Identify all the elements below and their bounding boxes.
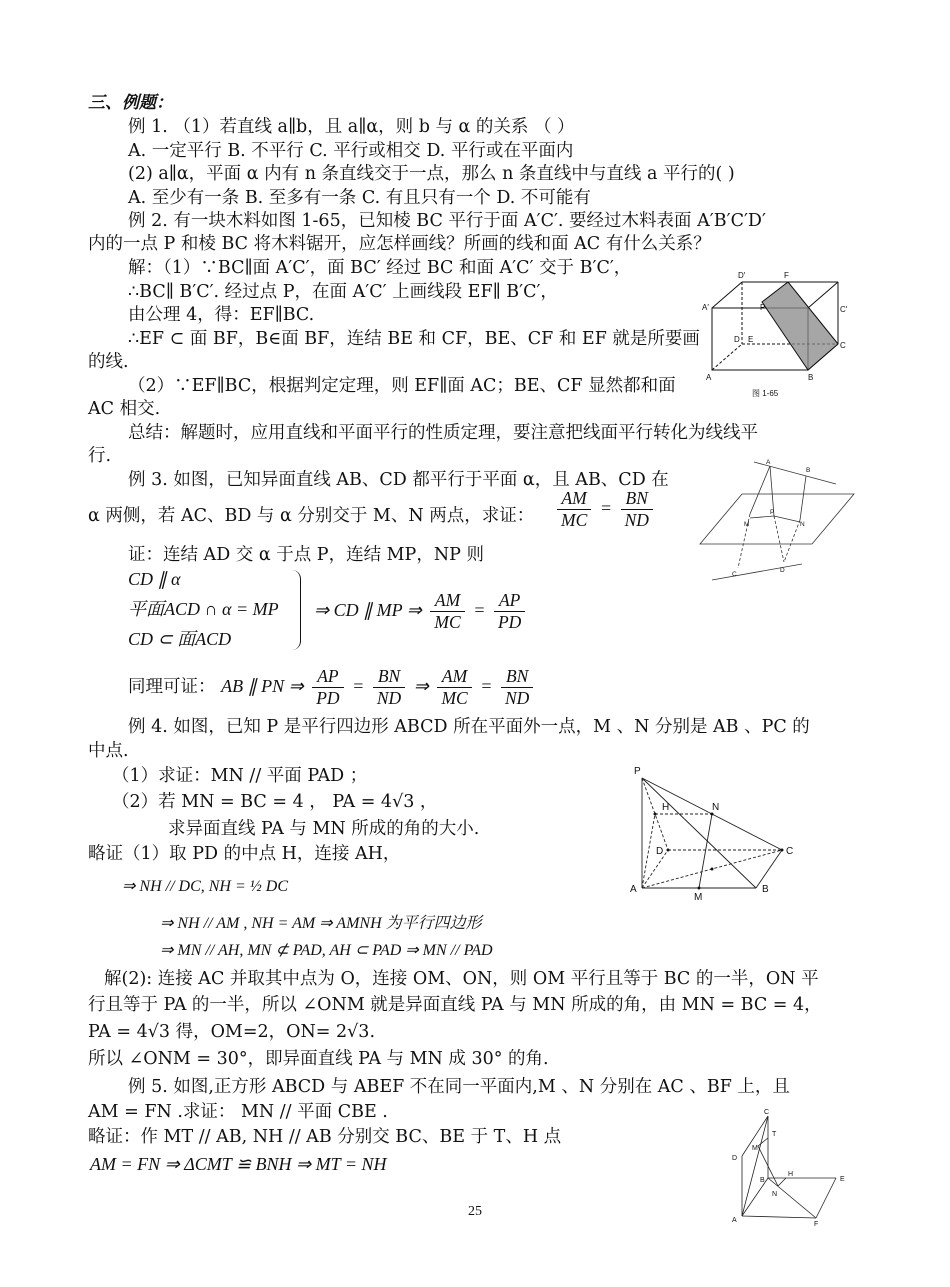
fig4-label-c: C — [786, 846, 794, 857]
ex1-options-1: A. 一定平行 B. 不平行 C. 平行或相交 D. 平行或在平面内 — [128, 141, 574, 161]
fig5-label-c: C — [764, 1109, 770, 1116]
ex2-question-cont: 内的一点 P 和棱 BC 将木料锯开，应怎样画线？所画的线和面 AC 有什么关系？ — [88, 234, 711, 254]
fig1-caption: 图 1-65 — [752, 389, 779, 398]
section-heading: 三、例题： — [88, 93, 173, 113]
frac-nd: ND — [624, 510, 649, 530]
fig1-label-c-prime: C′ — [840, 305, 848, 314]
fig1-label-a: A — [706, 373, 712, 382]
fig3-label-n: N — [800, 521, 805, 528]
fig4-label-d: D — [656, 846, 664, 857]
fig5-label-d: D — [732, 1155, 738, 1162]
ex3-question-2: α 两侧，若 AC、BD 与 α 分别交于 M、N 两点，求证： — [88, 506, 535, 526]
ex4-part-1: （1）求证：MN // 平面 PAD ； — [112, 766, 368, 786]
fig1-label-f: F — [784, 271, 789, 280]
ex4-solution-2-d: 所以 ∠ONM = 30°，即异面直线 PA 与 MN 成 30° 的角. — [88, 1049, 549, 1069]
ex4-proof-1: 略证（1）取 PD 的中点 H，连接 AH， — [88, 844, 401, 864]
fig5-label-m: M — [752, 1145, 758, 1152]
fig4-label-a: A — [630, 884, 637, 895]
page-number: 25 — [468, 1204, 482, 1219]
ex4-question: 例 4. 如图，已知 P 是平行四边形 ABCD 所在平面外一点，M 、N 分别是 AB 、PC 的 — [128, 717, 810, 737]
ex4-part-2: （2）若 MN = BC = 4 ， PA = 4√3 ， — [112, 792, 438, 812]
ex2-solution-4-cont: 的线. — [88, 352, 129, 372]
ex1-options-2: A. 至少有一条 B. 至多有一条 C. 有且只有一个 D. 不可能有 — [128, 188, 591, 208]
fig5-label-a: A — [732, 1217, 737, 1224]
fig1-label-d-prime: D′ — [738, 271, 746, 280]
ex3-condition-3: CD ⊂ 面ACD — [128, 629, 232, 649]
ex4-solution-2-c: PA = 4√3 得，OM=2，ON= 2√3. — [88, 1022, 376, 1042]
fig4-label-m: M — [694, 892, 703, 900]
ex3-brace — [292, 570, 301, 650]
frac-bn: BN — [621, 488, 653, 510]
fig1-label-e: E — [748, 335, 754, 344]
ex4-part-2-cont: 求异面直线 PA 与 MN 所成的角的大小. — [168, 819, 480, 839]
fig4-label-n: N — [712, 802, 720, 813]
ex5-question: 例 5. 如图,正方形 ABCD 与 ABEF 不在同一平面内,M 、N 分别在 AC 、BF 上，且 — [128, 1077, 790, 1097]
ex4-step-2: ⇒ NH // AM , NH = AM ⇒ AMNH 为平行四边形 — [160, 915, 482, 932]
fig3-label-c: C — [732, 571, 737, 578]
ex3-proportion-target: $\frac{AM}{MC}$ = $\frac{BN}{ND}$ — [554, 488, 656, 531]
fig5-label-b: B — [760, 1177, 765, 1184]
ex3-condition-1: CD ∥ α — [128, 569, 181, 589]
fig4-label-b: B — [762, 884, 769, 895]
figure-pyramid-pabcd — [626, 762, 796, 900]
fig4-label-h: H — [662, 802, 670, 813]
ex3-condition-2: 平面ACD ∩ α = MP — [128, 599, 279, 619]
fig3-label-d: D — [780, 567, 785, 574]
ex5-proof-2: AM = FN ⇒ ΔCMT ≌ BNH ⇒ MT = NH — [90, 1154, 387, 1174]
fig5-label-f: F — [814, 1221, 819, 1228]
fig3-label-m: M — [744, 521, 750, 528]
ex2-solution-5-cont: AC 相交. — [88, 399, 161, 419]
frac-mc: MC — [561, 510, 588, 530]
fig1-label-b: B — [808, 373, 814, 382]
ex3-proof-intro: 证：连结 AD 交 α 于点 P，连结 MP，NP 则 — [128, 545, 484, 565]
ex3-same-proof: 同理可证： AB ∥ PN ⇒ $\frac{AP}{PD}$ = $\frac{BN}{ND}$ ⇒ $\frac{AM}{MC}$ = $\frac{BN}{ND}$ — [128, 666, 536, 709]
ex3-question-1: 例 3. 如图，已知异面直线 AB、CD 都平行于平面 α，且 AB、CD 在 — [128, 470, 669, 490]
fig1-label-d: D — [734, 335, 740, 344]
ex4-solution-2-b: 行且等于 PA 的一半，所以 ∠ONM 就是异面直线 PA 与 MN 所成的角，由 MN = BC = 4， — [88, 995, 822, 1015]
ex2-solution-4: ∴EF ⊂ 面 BF，B∈面 BF，连结 BE 和 CF，BE、CF 和 EF 就是所要画 — [128, 329, 700, 349]
ex4-step-1: ⇒ NH // DC, NH = ½ DC — [122, 878, 288, 895]
ex1-question-1: 例 1. （1）若直线 a∥b，且 a∥α，则 b 与 α 的关系 （ ） — [128, 117, 575, 137]
fig5-label-t: T — [772, 1131, 777, 1138]
ex1-question-2: (2) a∥α，平面 α 内有 n 条直线交于一点，那么 n 条直线中与直线 a 平行的( ) — [128, 164, 735, 184]
ex4-step-3: ⇒ MN // AH, MN ⊄ PAD, AH ⊂ PAD ⇒ MN // PAD — [160, 942, 493, 959]
fig5-label-n: N — [772, 1191, 778, 1198]
ex5-proof-1: 略证：作 MT // AB, NH // AB 分别交 BC、BE 于 T、H 点 — [88, 1127, 562, 1147]
ex2-summary-cont: 行. — [88, 446, 112, 466]
ex2-solution-2: ∴BC∥ B′C′. 经过点 P，在面 A′C′ 上画线段 EF∥ B′C′， — [128, 282, 558, 302]
figure-skew-lines-plane — [694, 456, 864, 584]
fig3-label-p: P — [770, 509, 775, 516]
ex4-solution-2-a: 解(2): 连接 AC 并取其中点为 O，连接 OM、ON，则 OM 平行且等于 BC 的一半，ON 平 — [104, 969, 819, 989]
frac-am: AM — [557, 488, 591, 510]
ex4-question-cont: 中点. — [88, 741, 129, 761]
fig3-label-a: A — [766, 459, 771, 466]
ex2-solution-3: 由公理 4，得：EF∥BC. — [128, 305, 315, 325]
fig5-label-h: H — [788, 1171, 794, 1178]
fig1-label-a-prime: A′ — [702, 303, 709, 312]
ex3-implication: ⇒ CD ∥ MP ⇒ $\frac{AM}{MC}$ = $\frac{AP}{PD}$ — [314, 590, 528, 633]
ex5-question-cont: AM = FN .求证： MN // 平面 CBE . — [88, 1102, 388, 1122]
fig4-label-p: P — [634, 766, 641, 777]
ex2-solution-1: 解：（1）∵BC∥面 A′C′，面 BC′ 经过 BC 和面 A′C′ 交于 B′C′， — [128, 258, 632, 278]
fig5-label-e: E — [840, 1176, 845, 1183]
ex2-summary: 总结：解题时，应用直线和平面平行的性质定理，要注意把线面平行转化为线线平 — [128, 423, 758, 443]
fig1-label-p: P — [760, 303, 766, 312]
ex2-solution-5: （2）∵EF∥BC，根据判定定理，则 EF∥面 AC；BE、CF 显然都和面 — [128, 376, 676, 396]
fig3-label-b: B — [806, 467, 811, 474]
fig1-label-c: C — [840, 341, 846, 350]
figure-1-65-box — [700, 268, 860, 406]
ex2-question: 例 2. 有一块木料如图 1-65，已知棱 BC 平行于面 A′C′. 要经过木料表面 A′B′C′D′ — [128, 211, 766, 231]
